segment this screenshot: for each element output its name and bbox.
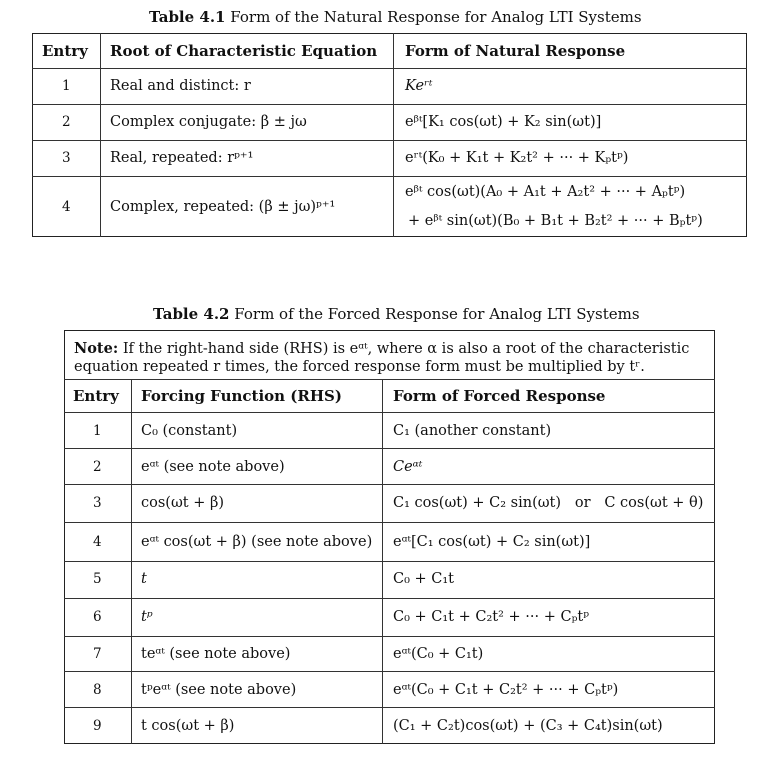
table2-note-line2: equation repeated r times, the forced response form must be multiplied by tʳ. xyxy=(74,359,645,375)
table2-divider xyxy=(64,484,715,485)
table1-row3-form: eʳᵗ(K₀ + K₁t + K₂t² + ··· + Kₚtᵖ) xyxy=(405,150,629,166)
table2-row5-rhs: t xyxy=(141,571,147,587)
table1-row3-entry: 3 xyxy=(62,150,71,166)
table2-row6-rhs: tᵖ xyxy=(141,609,153,625)
table1-divider xyxy=(100,33,101,237)
table2-divider xyxy=(64,522,715,523)
table1-divider xyxy=(32,140,747,141)
table2-row1-form: C₁ (another constant) xyxy=(393,423,552,439)
table2-row4-rhs: eᵅᵗ cos(ωt + β) (see note above) xyxy=(141,534,373,550)
table2-row1-rhs: C₀ (constant) xyxy=(141,423,238,439)
table1-divider xyxy=(32,68,747,69)
table2-row6-entry: 6 xyxy=(93,609,102,625)
table2-row3-entry: 3 xyxy=(93,495,102,511)
table2-note-label: Note: xyxy=(74,340,119,357)
table2-header-entry: Entry xyxy=(73,387,119,405)
table2-header-form: Form of Forced Response xyxy=(393,387,606,405)
table1-header-form: Form of Natural Response xyxy=(405,42,626,60)
table1-header-root: Root of Characteristic Equation xyxy=(110,42,378,60)
table2-row6-form: C₀ + C₁t + C₂t² + ··· + Cₚtᵖ xyxy=(393,609,590,625)
table2-divider xyxy=(64,671,715,672)
table2-row7-rhs: teᵅᵗ (see note above) xyxy=(141,646,291,662)
table1-row4-root: Complex, repeated: (β ± jω)ᵖ⁺¹ xyxy=(110,199,336,215)
table2-divider xyxy=(131,379,132,744)
table2-row8-form: eᵅᵗ(C₀ + C₁t + C₂t² + ··· + Cₚtᵖ) xyxy=(393,682,619,698)
table2-caption xyxy=(153,305,640,323)
table2-row4-entry: 4 xyxy=(93,534,102,550)
table2-note-line1: If the right-hand side (RHS) is eᵅᵗ, where α is also a root of the characteristic xyxy=(122,341,690,357)
table1-row1-entry: 1 xyxy=(62,78,71,94)
table1-row4-form: eᵝᵗ cos(ωt)(A₀ + A₁t + A₂t² + ··· + Aₚtᵖ) xyxy=(405,184,686,200)
table1-row1-root: Real and distinct: r xyxy=(110,78,251,94)
table2-divider xyxy=(64,707,715,708)
table2-row9-rhs: t cos(ωt + β) xyxy=(141,718,235,734)
table1-row1-form: Keʳᵗ xyxy=(405,78,433,94)
table2-caption-text: Form of the Forced Response for Analog LTI Systems xyxy=(234,305,640,323)
table1-caption xyxy=(149,8,642,26)
table2-note xyxy=(74,339,689,359)
table1-divider xyxy=(32,176,747,177)
table2-divider xyxy=(64,561,715,562)
table2-row5-entry: 5 xyxy=(93,571,102,587)
table1-divider xyxy=(32,104,747,105)
table2-divider xyxy=(64,379,715,380)
table2-row8-rhs: tᵖeᵅᵗ (see note above) xyxy=(141,682,297,698)
table1-row4-entry: 4 xyxy=(62,199,71,215)
table1-row4-form-line2: + eᵝᵗ sin(ωt)(B₀ + B₁t + B₂t² + ··· + Bₚtᵖ) xyxy=(408,213,703,229)
table2-row7-entry: 7 xyxy=(93,646,102,662)
table2-caption-label: Table 4.2 xyxy=(153,305,230,323)
table2-row2-rhs: eᵅᵗ (see note above) xyxy=(141,459,285,475)
table2-divider xyxy=(64,412,715,413)
table1-caption-label: Table 4.1 xyxy=(149,8,226,26)
table1-row2-form: eᵝᵗ[K₁ cos(ωt) + K₂ sin(ωt)] xyxy=(405,114,602,130)
table2-row3-rhs: cos(ωt + β) xyxy=(141,495,225,511)
table1-row2-root: Complex conjugate: β ± jω xyxy=(110,114,307,130)
table2-row8-entry: 8 xyxy=(93,682,102,698)
table2-divider xyxy=(382,379,383,744)
table2-header-rhs: Forcing Function (RHS) xyxy=(141,387,342,405)
table2-row4-form: eᵅᵗ[C₁ cos(ωt) + C₂ sin(ωt)] xyxy=(393,534,591,550)
table1-divider xyxy=(393,33,394,237)
table1-row3-root: Real, repeated: rᵖ⁺¹ xyxy=(110,150,254,166)
table2-divider xyxy=(64,598,715,599)
table2-row7-form: eᵅᵗ(C₀ + C₁t) xyxy=(393,646,484,662)
table2-row9-form: (C₁ + C₂t)cos(ωt) + (C₃ + C₄t)sin(ωt) xyxy=(393,718,663,734)
table1-row2-entry: 2 xyxy=(62,114,71,130)
table2-row2-form: Ceᵅᵗ xyxy=(393,459,423,475)
table1-caption-text: Form of the Natural Response for Analog LTI Systems xyxy=(230,8,642,26)
table2-row3-form: C₁ cos(ωt) + C₂ sin(ωt) or C cos(ωt + θ) xyxy=(393,495,704,511)
table1-header-entry: Entry xyxy=(42,42,88,60)
table2-row2-entry: 2 xyxy=(93,459,102,475)
table2-row9-entry: 9 xyxy=(93,718,102,734)
table2-divider xyxy=(64,636,715,637)
table2-row5-form: C₀ + C₁t xyxy=(393,571,455,587)
table2-row1-entry: 1 xyxy=(93,423,102,439)
table2-divider xyxy=(64,448,715,449)
